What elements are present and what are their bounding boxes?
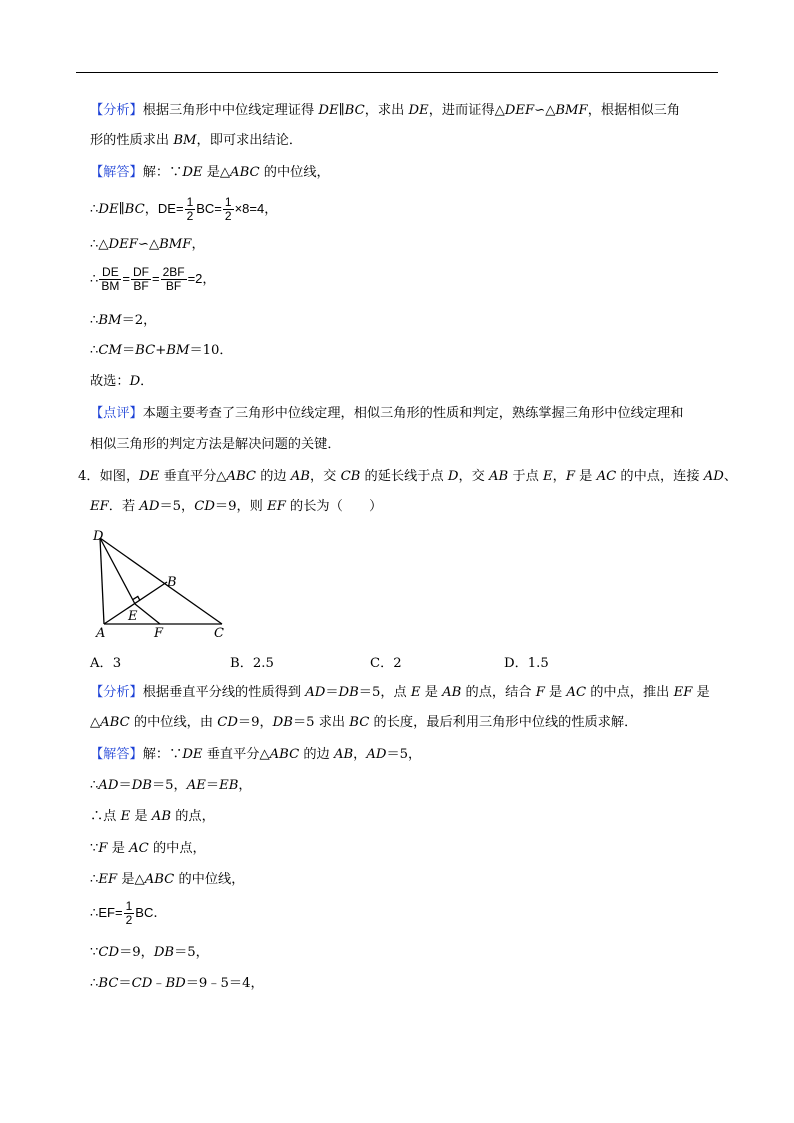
- math: AD: [703, 469, 724, 484]
- text: ∴: [90, 202, 99, 217]
- text: 的中位线，: [174, 872, 245, 887]
- text: ＝5，: [159, 499, 195, 514]
- math: DE: [182, 165, 203, 180]
- text: 相似三角形的判定方法是解决问题的关键．: [90, 437, 341, 452]
- option-c[interactable]: C．2: [370, 656, 402, 671]
- math: BC: [349, 715, 370, 730]
- text: 于点: [508, 469, 543, 484]
- text: ，根据相似三角: [587, 103, 681, 118]
- q3-solution-line-1: [90, 164, 330, 182]
- math: DE: [408, 103, 429, 118]
- math: DE: [182, 747, 203, 762]
- denominator: 2: [224, 209, 232, 223]
- formula: BC: [135, 905, 154, 920]
- text: 的中点，: [148, 841, 206, 856]
- q4-solution-line-6: [90, 898, 158, 929]
- text: 的中点，推出: [586, 685, 674, 700]
- math: DB: [131, 778, 152, 793]
- math: BD: [165, 976, 186, 991]
- text: .: [153, 906, 158, 921]
- text: ＝5 求出: [292, 715, 350, 730]
- text: 的边: [299, 747, 334, 762]
- fraction: [124, 900, 135, 927]
- math: BM: [166, 343, 190, 358]
- text: ＝10．: [189, 343, 233, 358]
- text: ∵: [90, 945, 99, 960]
- text: ，: [264, 202, 278, 217]
- formula: EF=: [98, 905, 123, 920]
- q3-solution-line-4: ∴ $\frac{DE}{BM}$ = $\frac{DF}{BF}$ = $\frac{2BF}{BF}$ =2，: [90, 265, 216, 293]
- text: 垂直平分△: [202, 747, 270, 762]
- text: ∴: [90, 272, 99, 287]
- q3-analysis-line-1: [90, 102, 680, 120]
- solution-tag: 【解答】: [90, 747, 143, 762]
- segment-ef: [135, 604, 160, 624]
- text: ∽△: [137, 237, 160, 252]
- text: ∴: [90, 872, 99, 887]
- math: AE: [186, 778, 206, 793]
- numerator: DE: [99, 266, 121, 280]
- math: AC: [596, 469, 617, 484]
- analysis-tag: 【分析】: [90, 103, 143, 118]
- text: ，: [552, 469, 566, 484]
- numerator: 2BF: [162, 265, 185, 279]
- option-d[interactable]: D．1.5: [504, 656, 549, 671]
- text: ．若: [108, 499, 140, 514]
- denominator: BF: [133, 279, 149, 293]
- q3-solution-line-2: [90, 194, 277, 225]
- denominator: BF: [165, 279, 182, 293]
- text: 的延长线于点: [360, 469, 448, 484]
- segment-de: [100, 538, 135, 604]
- q3-comment-line-1: [90, 405, 683, 423]
- text: ∴: [90, 343, 99, 358]
- math: EF: [267, 499, 286, 514]
- text: 垂直平分△: [159, 469, 227, 484]
- math: ABC: [100, 715, 130, 730]
- label-e: E: [128, 609, 138, 624]
- text: 是: [130, 809, 152, 824]
- math: BC: [98, 976, 119, 991]
- q4-options: [90, 652, 710, 670]
- text: 根据三角形中中位线定理证得: [142, 103, 319, 118]
- text: 是: [574, 469, 597, 484]
- math: D: [447, 469, 459, 484]
- math: F: [565, 469, 575, 484]
- math: AB: [333, 747, 354, 762]
- math: AB: [290, 469, 310, 484]
- math: AB: [151, 809, 172, 824]
- label-a: A: [96, 626, 106, 641]
- math: BMF: [555, 103, 588, 118]
- math: DE∥BC: [318, 103, 365, 118]
- text: 的边: [256, 469, 291, 484]
- math: CD: [131, 976, 153, 991]
- formula: DE=: [157, 201, 184, 216]
- q4-solution-line-3: [90, 808, 215, 826]
- text: 解：∵: [142, 165, 183, 180]
- text: ，进而证得△: [428, 103, 505, 118]
- q3-solution-line-7: [90, 373, 153, 391]
- text: 的点，结合: [461, 685, 536, 700]
- text: 4．如图，: [78, 469, 140, 484]
- math: EF: [90, 499, 109, 514]
- q3-solution-line-3: [90, 236, 205, 254]
- text: ＝: [205, 778, 220, 793]
- numerator: 1: [186, 195, 194, 209]
- solution-tag: 【解答】: [90, 165, 143, 180]
- text: 的点，: [171, 809, 215, 824]
- text: 、: [723, 469, 737, 484]
- option-a[interactable]: A．3: [90, 656, 122, 671]
- math: BC: [135, 343, 156, 358]
- text: 是△: [117, 872, 145, 887]
- text: 的中位线，: [259, 165, 330, 180]
- text: △: [90, 715, 101, 730]
- numerator: 1: [224, 195, 232, 209]
- text: ＝: [121, 343, 136, 358]
- math: AC: [129, 841, 149, 856]
- fraction: [223, 196, 234, 223]
- formula: BC=: [196, 201, 222, 216]
- math: CD: [98, 945, 120, 960]
- segment-da: [100, 538, 104, 624]
- math: BM: [173, 133, 197, 148]
- label-c: C: [214, 626, 224, 641]
- math: EB: [219, 778, 239, 793]
- math: E: [543, 469, 553, 484]
- q3-analysis-line-2: [90, 132, 302, 150]
- text: 是: [692, 685, 710, 700]
- segment-dc: [100, 538, 222, 624]
- text: 的中位线，由: [129, 715, 218, 730]
- q4-stem-line-2: [90, 498, 382, 516]
- text: ＝5，: [386, 747, 422, 762]
- text: 根据垂直平分线的性质得到: [142, 685, 306, 700]
- q4-stem-line-1: [78, 468, 737, 486]
- text: 本题主要考查了三角形中位线定理，相似三角形的性质和判定，熟练掌握三角形中位线定理和: [142, 406, 684, 421]
- math: DEF: [504, 103, 535, 118]
- text: ∴△: [90, 237, 109, 252]
- text: 解：∵: [142, 747, 183, 762]
- text: ，: [191, 237, 205, 252]
- q4-analysis-line-2: [90, 714, 637, 732]
- math: BMF: [159, 237, 192, 252]
- text: ∵: [90, 841, 99, 856]
- fraction: [99, 266, 121, 293]
- text: ＝9，则: [214, 499, 268, 514]
- text: ，交: [309, 469, 341, 484]
- option-b[interactable]: B．2.5: [230, 656, 274, 671]
- text: ∴: [90, 906, 99, 921]
- math: EF: [98, 872, 118, 887]
- math: AB: [489, 469, 509, 484]
- text: ＝5，: [151, 778, 187, 793]
- math: D: [129, 374, 141, 389]
- text: ∴点: [90, 809, 121, 824]
- q4-solution-line-8: [90, 975, 264, 993]
- label-f: F: [154, 626, 164, 641]
- text: 故选：: [90, 374, 130, 389]
- text: ，: [202, 272, 216, 287]
- text: ＝2，: [121, 313, 157, 328]
- numerator: DF: [132, 265, 149, 279]
- math: E: [120, 809, 131, 824]
- text: 的中点，连接: [616, 469, 704, 484]
- math: CD: [194, 499, 215, 514]
- label-d: D: [93, 529, 104, 544]
- analysis-tag: 【分析】: [90, 685, 143, 700]
- math: DB: [338, 685, 359, 700]
- math: DB: [153, 945, 175, 960]
- math: DE: [139, 469, 160, 484]
- formula: ×8=4: [234, 201, 265, 216]
- math: BM: [98, 313, 122, 328]
- q3-solution-line-5: [90, 312, 156, 330]
- text: 的长为（ ）: [285, 499, 383, 514]
- text: ．: [140, 374, 154, 389]
- math: E: [410, 685, 421, 700]
- text: ，: [238, 778, 252, 793]
- text: ∽△: [534, 103, 556, 118]
- text: 的长度，最后利用三角形中位线的性质求解．: [369, 715, 638, 730]
- math: EF: [673, 685, 693, 700]
- fraction: [131, 266, 151, 293]
- text: +: [155, 343, 167, 358]
- q4-analysis-line-1: [90, 684, 710, 702]
- math: ABC: [226, 469, 256, 484]
- q3-comment-line-2: [90, 436, 341, 454]
- text: ＝9﹣5＝4，: [185, 976, 264, 991]
- text: ∴: [90, 313, 99, 328]
- text: ，即可求出结论．: [196, 133, 303, 148]
- math: DEF: [108, 237, 138, 252]
- fraction: [161, 266, 187, 293]
- denominator: 2: [125, 913, 133, 927]
- math: ABC: [144, 872, 175, 887]
- text: ，交: [458, 469, 490, 484]
- math: AD: [98, 778, 119, 793]
- math: F: [535, 685, 545, 700]
- math: AD: [139, 499, 160, 514]
- text: 是: [420, 685, 443, 700]
- text: ＝: [118, 976, 132, 991]
- formula: =2: [187, 271, 203, 286]
- text: ，: [144, 202, 158, 217]
- denominator: 2: [186, 209, 194, 223]
- math: DE∥BC: [98, 202, 145, 217]
- text: 是: [544, 685, 567, 700]
- denominator: BM: [101, 279, 120, 293]
- fraction: [185, 196, 196, 223]
- q4-solution-line-2: [90, 777, 252, 795]
- math: DB: [272, 715, 293, 730]
- math: CD: [217, 715, 238, 730]
- math: AD: [366, 747, 387, 762]
- text: ＝5，点: [358, 685, 411, 700]
- q4-solution-line-1: [90, 746, 421, 764]
- text: ＝9，: [237, 715, 273, 730]
- text: ＝: [118, 778, 132, 793]
- text: 形的性质求出: [90, 133, 174, 148]
- q4-solution-line-5: [90, 871, 244, 889]
- text: ﹣: [152, 976, 166, 991]
- math: AD: [305, 685, 326, 700]
- header-rule: [76, 72, 718, 73]
- math: ABC: [230, 165, 260, 180]
- label-b: B: [167, 575, 177, 590]
- text: ＝: [325, 685, 339, 700]
- math: AB: [442, 685, 462, 700]
- text: ，: [353, 747, 367, 762]
- text: ，求出: [364, 103, 409, 118]
- q4-solution-line-4: [90, 840, 206, 858]
- text: 是: [107, 841, 130, 856]
- text: 是△: [202, 165, 231, 180]
- comment-tag: 【点评】: [90, 406, 143, 421]
- text: ∴: [90, 976, 99, 991]
- q3-solution-line-6: [90, 342, 233, 360]
- math: ABC: [269, 747, 300, 762]
- q4-solution-line-7: [90, 944, 209, 962]
- text: ＝9，: [119, 945, 154, 960]
- text: ∴: [90, 778, 99, 793]
- math: CB: [340, 469, 361, 484]
- numerator: 1: [125, 899, 133, 913]
- text: ＝5，: [174, 945, 209, 960]
- triangle-figure: [88, 524, 238, 642]
- math: AC: [566, 685, 587, 700]
- math: F: [98, 841, 108, 856]
- math: CM: [98, 343, 122, 358]
